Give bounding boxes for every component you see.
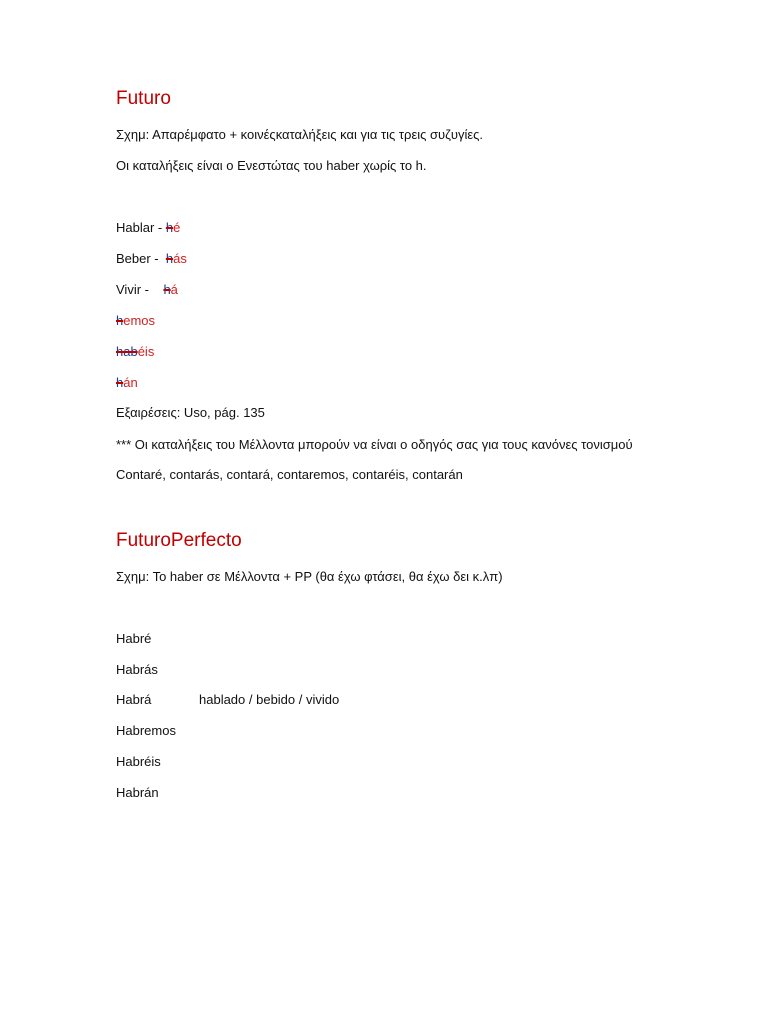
struck-letters: h [163, 282, 171, 297]
struck-letters: h [165, 220, 174, 235]
futuro-row-vosotros [116, 344, 154, 360]
futuro-perfecto-participles: hablado / bebido / vivido [199, 692, 340, 707]
futuro-row-nosotros [116, 313, 155, 329]
futuro-heading: Futuro [116, 88, 171, 109]
futuro-row-hablar [116, 220, 180, 236]
verb-prefix: Vivir - [116, 282, 164, 297]
verb-ending: án [123, 375, 138, 390]
futuro-perfecto-form: Habré [116, 631, 152, 646]
struck-letters: h [165, 251, 174, 266]
futuro-endings-note: Οι καταλήξεις είναι ο Ενεστώτας του haber χωρίς το h. [116, 158, 427, 173]
verb-ending: é [173, 220, 181, 235]
futuro-row-beber [116, 251, 187, 267]
verb-prefix: Hablar - [116, 220, 166, 235]
futuro-row-ellos [116, 375, 138, 391]
verb-ending: éis [137, 344, 155, 359]
verb-ending: ás [173, 251, 187, 266]
verb-ending: á [170, 282, 178, 297]
futuro-stress-note: *** Οι καταλήξεις του Μέλλοντα μπορούν να είναι ο οδηγός σας για τους κανόνες τονισμού [116, 437, 633, 452]
struck-letters: h [116, 313, 124, 328]
futuro-perfecto-heading: FuturoPerfecto [116, 530, 242, 551]
verb-ending: emos [123, 313, 156, 328]
futuro-perfecto-form: Habremos [116, 723, 176, 738]
futuro-perfecto-form: Habrán [116, 785, 159, 800]
futuro-perfecto-form: Habrá [116, 692, 152, 707]
futuro-exceptions: Εξαιρέσεις: Uso, pág. 135 [116, 405, 265, 420]
struck-letters: hab [116, 344, 138, 359]
futuro-scheme: Σχημ: Απαρέμφατο + κοινέςκαταλήξεις και για τις τρεις συζυγίες. [116, 127, 484, 142]
futuro-perfecto-form: Habréis [116, 754, 161, 769]
futuro-perfecto-form: Habrás [116, 662, 158, 677]
futuro-row-vivir [116, 282, 178, 298]
struck-letters: h [116, 375, 124, 390]
verb-prefix: Beber - [116, 251, 166, 266]
futuro-example: Contaré, contarás, contará, contaremos, contaréis, contarán [116, 467, 463, 482]
futuro-perfecto-scheme: Σχημ: Το haber σε Μέλλοντα + PP (θα έχω φτάσει, θα έχω δει κ.λπ) [116, 569, 503, 584]
